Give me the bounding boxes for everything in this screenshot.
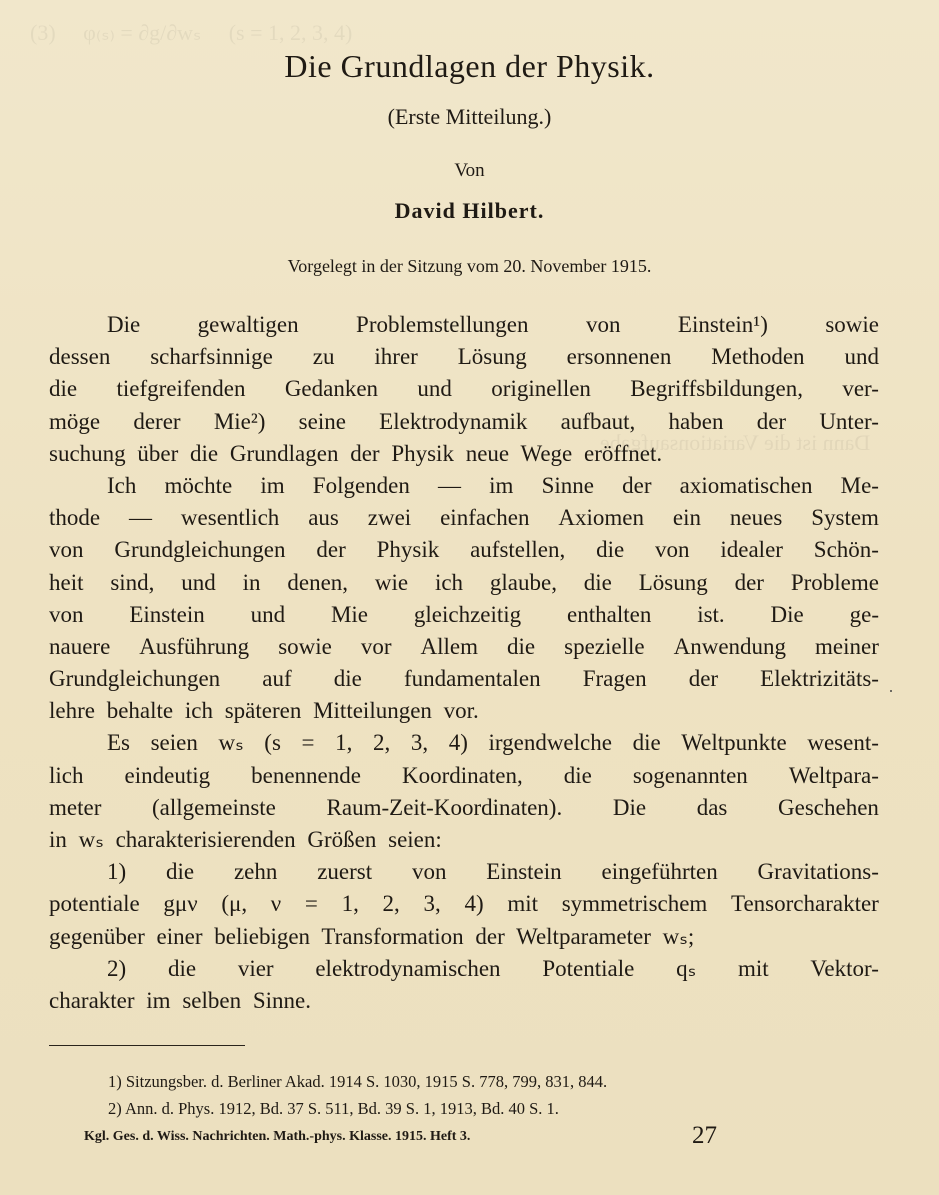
text-line: lich eindeutig benennende Koordinaten, die sogenannten Weltpara- bbox=[49, 762, 879, 788]
text-line: suchung über die Grundlagen der Physik neue Wege eröffnet. bbox=[49, 440, 663, 466]
text-line: gegenüber einer beliebigen Transformation der Weltparameter wₛ; bbox=[49, 923, 695, 949]
footnote-1: 1) Sitzungsber. d. Berliner Akad. 1914 S. 1030, 1915 S. 778, 799, 831, 844. bbox=[108, 1072, 608, 1091]
text-line: Ich möchte im Folgenden — im Sinne der axiomatischen Me- bbox=[107, 472, 879, 498]
text-line: von Einstein und Mie gleichzeitig enthalten ist. Die ge- bbox=[49, 601, 879, 627]
text-line: Grundgleichungen auf die fundamentalen Fragen der Elektrizitäts- bbox=[49, 666, 879, 692]
journal-footer: Kgl. Ges. d. Wiss. Nachrichten. Math.-phys. Klasse. 1915. Heft 3. bbox=[84, 1129, 471, 1144]
page-title: Die Grundlagen der Physik. bbox=[284, 48, 655, 84]
text-line: charakter im selben Sinne. bbox=[49, 987, 311, 1013]
author-name: David Hilbert. bbox=[394, 198, 545, 223]
page-number: 27 bbox=[692, 1122, 717, 1149]
text-line: heit sind, und in denen, wie ich glaube, die Lösung der Probleme bbox=[49, 569, 879, 595]
bleed-through-decoration: (3) φ₍ₛ₎ = ∂g/∂wₛ (s = 1, 2, 3, 4) bbox=[30, 20, 353, 45]
text-line: die tiefgreifenden Gedanken und originellen Begriffsbildungen, ver- bbox=[49, 376, 879, 402]
text-line: Die gewaltigen Problemstellungen von Einstein¹) sowie bbox=[107, 312, 879, 337]
text-line: in wₛ charakterisierenden Größen seien: bbox=[49, 827, 442, 852]
text-line: meter (allgemeinste Raum-Zeit-Koordinaten). Die das Geschehen bbox=[49, 794, 879, 820]
text-line: 1) die zehn zuerst von Einstein eingeführten Gravitations- bbox=[107, 859, 879, 885]
body-text bbox=[49, 309, 879, 1017]
text-line: Es seien wₛ (s = 1, 2, 3, 4) irgendwelche die Weltpunkte wesent- bbox=[107, 730, 879, 756]
text-line: dessen scharfsinnige zu ihrer Lösung ersonnenen Methoden und bbox=[49, 344, 879, 370]
speck bbox=[890, 690, 892, 692]
footnote-rule bbox=[49, 1045, 245, 1046]
text-line: von Grundgleichungen der Physik aufstellen, die von idealer Schön- bbox=[49, 537, 879, 563]
text-line: potentiale gμν (μ, ν = 1, 2, 3, 4) mit symmetrischem Tensorcharakter bbox=[49, 891, 879, 917]
text-line: 2) die vier elektrodynamischen Potentiale qₛ mit Vektor- bbox=[107, 955, 879, 981]
bleed-through-decoration: Dann ist die Variationsaufgabe bbox=[600, 430, 871, 455]
text-line: möge derer Mie²) seine Elektrodynamik aufbaut, haben der Unter- bbox=[49, 408, 879, 434]
footnote-2: 2) Ann. d. Phys. 1912, Bd. 37 S. 511, Bd. 39 S. 1, 1913, Bd. 40 S. 1. bbox=[108, 1099, 559, 1118]
text-line: thode — wesentlich aus zwei einfachen Axiomen ein neues System bbox=[49, 505, 879, 531]
page-subtitle: (Erste Mitteilung.) bbox=[387, 104, 552, 129]
text-line: lehre behalte ich späteren Mitteilungen vor. bbox=[49, 698, 479, 724]
byline-von: Von bbox=[454, 160, 485, 181]
text-line: nauere Ausführung sowie vor Allem die spezielle Anwendung meiner bbox=[49, 633, 879, 659]
presentation-note: Vorgelegt in der Sitzung vom 20. November 1915. bbox=[287, 256, 652, 276]
